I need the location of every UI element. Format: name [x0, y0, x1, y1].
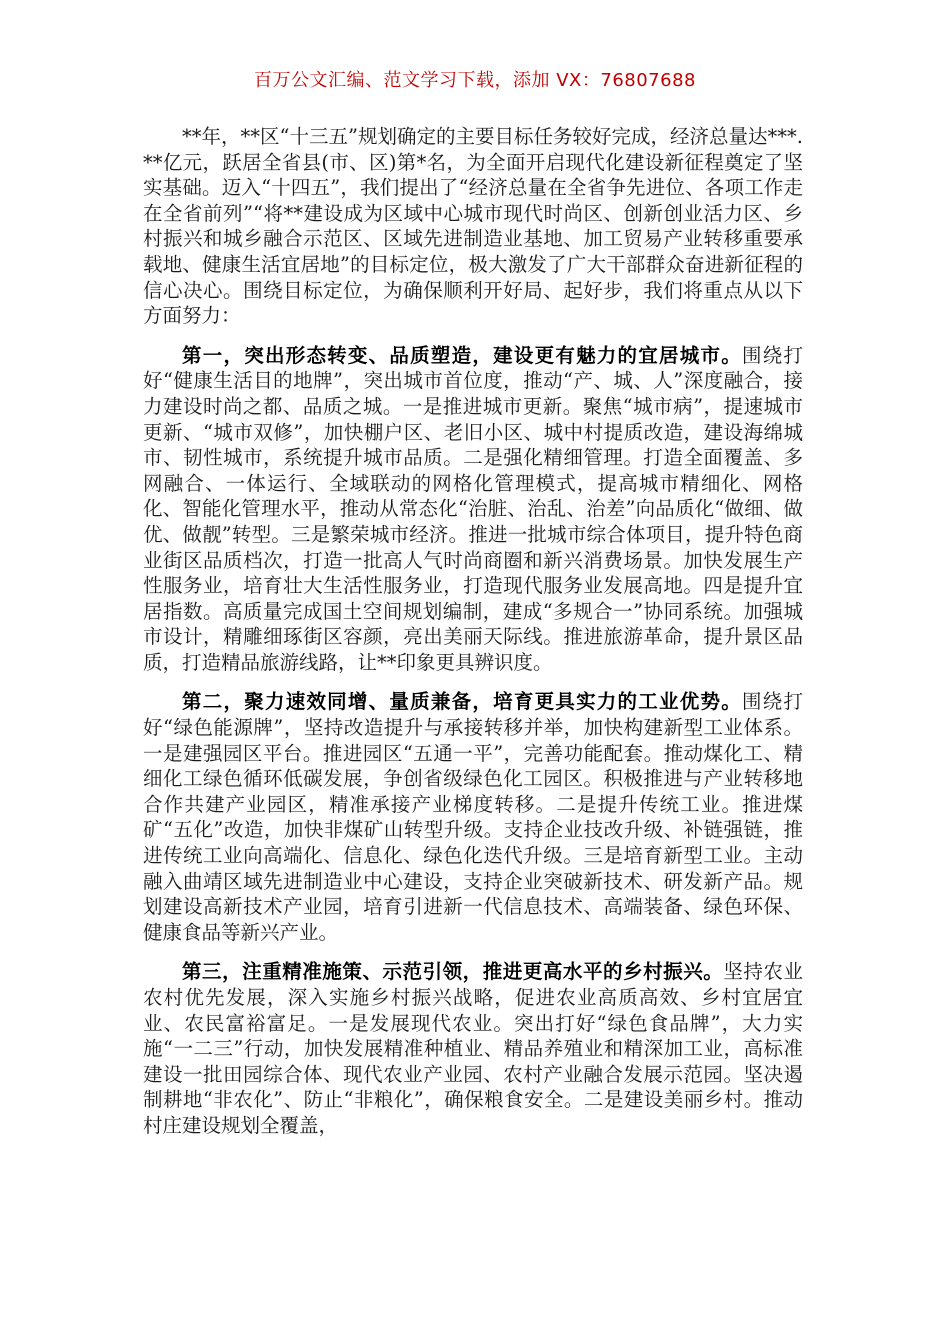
paragraph-text: 围绕打好“绿色能源牌”，坚持改造提升与承接转移并举，加快构建新型工业体系。一是建强园区平台。推进园区“五通一平”，完善功能配套。推动煤化工、精细化工绿色循环低碳发展，争创省级绿色化工园区。积极推进与产业转移地合作共建产业园区，精准承接产业梯度转移。二是提升传统工业。推进煤矿“五化”改造，加快非煤矿山转型升级。支持企业技改升级、补链强链，推进传统工业向高端化、信息化、绿色化迭代升级。三是培育新型工业。主动融入曲靖区域先进制造业中心建设，支持企业突破新技术、研发新产品。规划建设高新技术产业园，培育引进新一代信息技术、高端装备、绿色环保、健康食品等新兴产业。 — [143, 690, 803, 944]
paragraph-second — [143, 689, 803, 945]
header-banner: 百万公文汇编、范文学习下载，添加 VX：76807688 — [254, 70, 696, 91]
paragraph-text: 围绕打好“健康生活目的地牌”，突出城市首位度，推动“产、城、人”深度融合，接力建设时尚之都、品质之城。一是推进城市更新。聚焦“城市病”，提速城市更新、“城市双修”，加快棚户区、老旧小区、城中村提质改造，建设海绵城市、韧性城市，系统提升城市品质。二是强化精细管理。打造全面覆盖、多网融合、一体运行、全域联动的网格化管理模式，提高城市精细化、网格化、智能化管理水平，推动从常态化“治脏、治乱、治差”向品质化“做细、做优、做靓”转型。三是繁荣城市经济。推进一批城市综合体项目，提升特色商业街区品质档次，打造一批高人气时尚商圈和新兴消费场景。加快发展生产性服务业，培育壮大生活性服务业，打造现代服务业发展高地。四是提升宜居指数。高质量完成国土空间规划编制，建成“多规合一”协同系统。加强城市设计，精雕细琢街区容颜，亮出美丽天际线。推进旅游革命，提升景区品质，打造精品旅游线路，让**印象更具辨识度。 — [143, 343, 803, 674]
paragraph-intro — [143, 124, 803, 329]
paragraph-text: **年，**区“十三五”规划确定的主要目标任务较好完成，经济总量达***.**亿元，跃居全省县(市、区)第*名，为全面开启现代化建设新征程奠定了坚实基础。迈入“十四五”，我们提出了“经济总量在全省争先进位、各项工作走在全省前列”“将**建设成为区域中心城市现代时尚区、创新创业活力区、乡村振兴和城乡融合示范区、区域先进制造业基地、加工贸易产业转移重要承载地、健康生活宜居地”的目标定位，极大激发了广大干部群众奋进新征程的信心决心。围绕目标定位，为确保顺利开好局、起好步，我们将重点从以下方面努力： — [143, 125, 803, 328]
paragraph-lead: 第三，注重精准施策、示范引领，推进更高水平的乡村振兴。 — [182, 960, 724, 984]
paragraph-third — [143, 959, 803, 1138]
paragraph-lead: 第二，聚力速效同增、量质兼备，培育更具实力的工业优势。 — [182, 690, 742, 714]
document-body — [143, 124, 803, 1139]
paragraph-lead: 第一，突出形态转变、品质塑造，建设更有魅力的宜居城市。 — [182, 343, 742, 367]
paragraph-first — [143, 343, 803, 676]
paragraph-text: 坚持农业农村优先发展，深入实施乡村振兴战略，促进农业高质高效、乡村宜居宜业、农民富裕富足。一是发展现代农业。突出打好“绿色食品牌”，大力实施“一二三”行动，加快发展精准种植业、精品养殖业和精深加工业，高标准建设一批田园综合体、现代农业产业园、农村产业融合发展示范园。坚决遏制耕地“非农化”、防止“非粮化”，确保粮食安全。二是建设美丽乡村。推动村庄建设规划全覆盖， — [143, 960, 803, 1137]
